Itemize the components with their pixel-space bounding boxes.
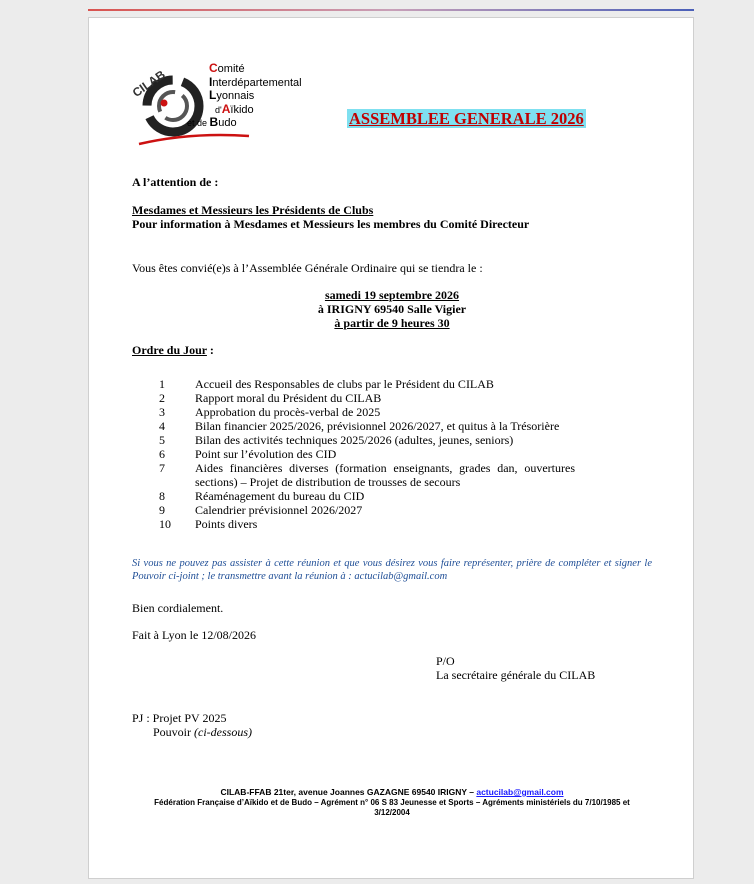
svg-text:CILAB: CILAB: [131, 67, 168, 100]
event-place: à IRIGNY 69540 Salle Vigier: [317, 302, 467, 316]
signature-po: P/O: [436, 654, 455, 668]
signature-name: La secrétaire générale du CILAB: [436, 668, 596, 682]
agenda-heading: Ordre du Jour :: [132, 343, 214, 357]
agenda-item: 5 Bilan des activités techniques 2025/2026 (adultes, jeunes, seniors): [159, 433, 514, 447]
footer-email-link[interactable]: actucilab@gmail.com: [476, 787, 564, 797]
agenda-item: 1 Accueil des Responsables de clubs par le Président du CILAB: [159, 377, 494, 391]
recipients-info: Pour information à Mesdames et Messieurs les membres du Comité Directeur: [132, 217, 530, 231]
footer-federation-date: 3/12/2004: [374, 808, 410, 817]
recipients-main: Mesdames et Messieurs les Présidents de Clubs: [132, 203, 374, 217]
agenda-item: 9 Calendrier prévisionnel 2026/2027: [159, 503, 363, 517]
footer-address: CILAB-FFAB 21ter, avenue Joannes GAZAGNE 69540 IRIGNY – actucilab@gmail.com: [220, 787, 564, 797]
agenda-item: 2 Rapport moral du Président du CILAB: [159, 391, 382, 405]
agenda-item: 8 Réaménagement du bureau du CID: [159, 489, 365, 503]
document-page: [88, 17, 694, 879]
footer-federation: Fédération Française d’Aïkido et de Budo – Agrément n° 06 S 83 Jeunesse et Sports – Agréments ministériels du 7/10/1985 et: [154, 798, 630, 807]
proxy-note: Si vous ne pouvez pas assister à cette réunion et que vous désirez vous faire représenter, prière de compléter et signer le Pouvoir ci-joint ; le transmettre avant la réunion à : actucilab@gmail.com: [132, 558, 652, 582]
place-date: Fait à Lyon le 12/08/2026: [132, 628, 256, 642]
agenda-item: 6 Point sur l’évolution des CID: [159, 447, 337, 461]
logo-committee-name: Comité Interdépartemental Lyonnais d'Aïkido et de Budo: [187, 61, 302, 129]
event-date: samedi 19 septembre 2026: [324, 288, 460, 302]
attachments-label: PJ : Projet PV 2025: [132, 711, 227, 725]
agenda-item: 4 Bilan financier 2025/2026, prévisionnel 2026/2027, et quitus à la Trésorière: [159, 419, 560, 433]
invitation-text: Vous êtes convié(e)s à l’Assemblée Générale Ordinaire qui se tiendra le :: [132, 261, 483, 275]
attachments-second: Pouvoir (ci-dessous): [153, 725, 252, 739]
attention-label: A l’attention de :: [132, 175, 219, 189]
document-title: ASSEMBLEE GENERALE 2026: [349, 109, 584, 128]
top-accent-bar: [88, 9, 694, 11]
agenda-item: 7 Aides financières diverses (formation enseignants, grades dan, ouvertures sections) – Projet de distribution de trousses de secours: [159, 461, 575, 489]
closing-text: Bien cordialement.: [132, 601, 224, 615]
agenda-item: 3 Approbation du procès-verbal de 2025: [159, 405, 381, 419]
event-time: à partir de 9 heures 30: [334, 316, 450, 330]
agenda-list: [159, 377, 579, 531]
agenda-item: 10 Points divers: [159, 517, 258, 531]
